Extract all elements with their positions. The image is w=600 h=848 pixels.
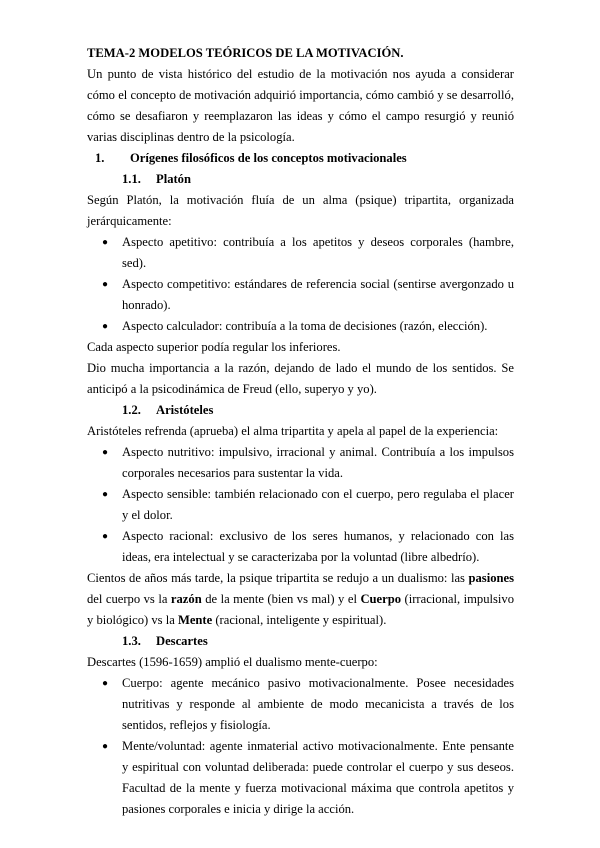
- subsection-number: 1.1.: [122, 172, 141, 186]
- bullet-icon: ●: [102, 489, 109, 500]
- emphasis-cuerpo: Cuerpo: [360, 592, 402, 606]
- section-number: 1.: [95, 151, 105, 165]
- text-run: del cuerpo vs la: [87, 592, 171, 606]
- emphasis-razon: razón: [170, 592, 202, 606]
- subsection-heading-descartes: [87, 631, 514, 652]
- text-run: Cientos de años más tarde, la psique tripartita se redujo a un dualismo: las: [87, 571, 469, 585]
- list-item-text: Aspecto nutritivo: impulsivo, irracional y animal. Contribuía a los impulsos corporales necesarios para sustentar la vida.: [122, 445, 514, 480]
- platon-paragraph-2: Dio mucha importancia a la razón, dejando de lado el mundo de los sentidos. Se anticipó a la psicodinámica de Freud (ello, superyo y yo).: [87, 361, 514, 396]
- platon-paragraph-1: Cada aspecto superior podía regular los inferiores.: [87, 340, 341, 354]
- subsection-heading-platon: [87, 169, 514, 190]
- aristoteles-intro: Aristóteles refrenda (aprueba) el alma tripartita y apela al papel de la experiencia:: [87, 424, 499, 438]
- descartes-intro: Descartes (1596-1659) amplió el dualismo mente-cuerpo:: [87, 655, 378, 669]
- bullet-icon: ●: [102, 237, 109, 248]
- dualism-paragraph: [87, 568, 514, 631]
- section-heading-1: [87, 148, 514, 169]
- subsection-number: 1.3.: [122, 634, 141, 648]
- bullet-icon: ●: [102, 678, 109, 689]
- list-item: [87, 274, 514, 316]
- list-item-text: Aspecto apetitivo: contribuía a los apetitos y deseos corporales (hambre, sed).: [122, 235, 514, 270]
- list-item: [87, 736, 514, 820]
- list-item-text: Cuerpo: agente mecánico pasivo motivacionalmente. Posee necesidades nutritivas y responde al ambiente de modo mecanicista a través de los sentidos, reflejos y fisiología.: [122, 676, 514, 732]
- subsection-title: Aristóteles: [156, 403, 214, 417]
- list-item: [87, 442, 514, 484]
- list-item-text: Aspecto competitivo: estándares de referencia social (sentirse avergonzado u honrado).: [122, 277, 514, 312]
- text-run: (racional, inteligente y espiritual).: [212, 613, 387, 627]
- emphasis-pasiones: pasiones: [468, 571, 514, 585]
- document-title: TEMA-2 MODELOS TEÓRICOS DE LA MOTIVACIÓN.: [87, 46, 404, 60]
- list-item-text: Mente/voluntad: agente inmaterial activo motivacionalmente. Ente pensante y espiritual con voluntad deliberada: puede controlar el cuerpo y sus deseos. Facultad de la mente y fuerza motivacional máxima que controla apetitos y pasiones corporales e inicia y dirige la acción.: [122, 739, 514, 816]
- text-run: de la mente (bien vs mal) y el: [201, 592, 361, 606]
- platon-bullet-list: [87, 232, 514, 337]
- bullet-icon: ●: [102, 741, 109, 752]
- list-item: [87, 526, 514, 568]
- text-run: (irracional, impulsivo y biológico) vs la: [87, 592, 514, 627]
- bullet-icon: ●: [102, 531, 109, 542]
- bullet-icon: ●: [102, 279, 109, 290]
- subsection-title: Platón: [156, 172, 191, 186]
- subsection-title: Descartes: [156, 634, 208, 648]
- aristoteles-bullet-list: [87, 442, 514, 568]
- intro-paragraph: Un punto de vista histórico del estudio de la motivación nos ayuda a considerar cómo el concepto de motivación adquirió importancia, cómo cambió y se desarrolló, cómo se desafiaron y reemplazaron las ideas y cómo el campo resurgió y reunió varias disciplinas dentro de la psicología.: [87, 67, 514, 144]
- list-item: [87, 232, 514, 274]
- list-item-text: Aspecto sensible: también relacionado con el cuerpo, pero regulaba el placer y el dolor.: [122, 487, 514, 522]
- emphasis-mente: Mente: [177, 613, 213, 627]
- bullet-icon: ●: [102, 321, 109, 332]
- list-item: [87, 484, 514, 526]
- subsection-number: 1.2.: [122, 403, 141, 417]
- list-item-text: Aspecto racional: exclusivo de los seres humanos, y relacionado con las ideas, era intelectual y se caracterizaba por la voluntad (libre albedrío).: [122, 529, 514, 564]
- list-item: [87, 316, 514, 337]
- document-body: [87, 43, 514, 820]
- platon-intro: Según Platón, la motivación fluía de un alma (psique) tripartita, organizada jerárquicamente:: [87, 193, 514, 228]
- descartes-bullet-list: [87, 673, 514, 820]
- subsection-heading-aristoteles: [87, 400, 514, 421]
- list-item-text: Aspecto calculador: contribuía a la toma de decisiones (razón, elección).: [122, 319, 488, 333]
- bullet-icon: ●: [102, 447, 109, 458]
- section-title: Orígenes filosóficos de los conceptos motivacionales: [130, 151, 407, 165]
- list-item: [87, 673, 514, 736]
